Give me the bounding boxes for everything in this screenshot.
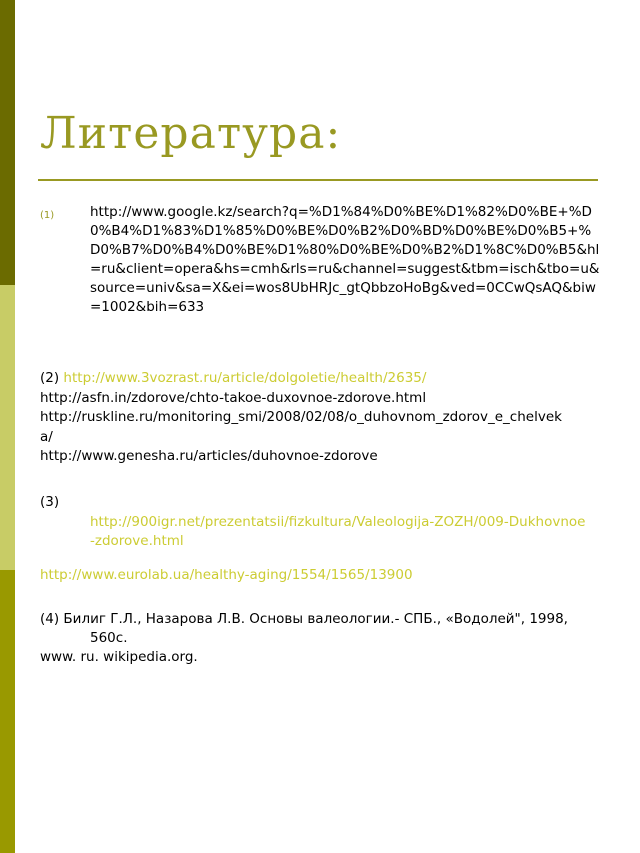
ref3-prefix: (3) xyxy=(40,494,60,510)
ref2-line-1[interactable]: http://asfn.in/zdorove/chto-takoe-duxovnoe-zdorove.html xyxy=(40,389,427,406)
ref1-marker: (1) xyxy=(40,210,55,221)
ref3-block-2 xyxy=(40,566,600,586)
sidebar-mid-band xyxy=(0,570,15,853)
ref4-line-2: www. ru. wikipedia.org. xyxy=(40,649,198,665)
ref2-prefix: (2) xyxy=(40,370,64,386)
ref2-link[interactable]: http://www.3vozrast.ru/article/dolgoletie/health/2635/ xyxy=(63,370,427,386)
ref2-line-2[interactable]: http://ruskline.ru/monitoring_smi/2008/02/08/o_duhovnom_zdorov_e_chelveka/ xyxy=(40,409,562,445)
ref4-text: (4) Билиг Г.Л., Назарова Л.В. Основы валеологии.- СПБ., «Водолей", 1998, 560с. xyxy=(40,611,568,646)
ref1-url[interactable]: http://www.google.kz/search?q=%D1%84%D0%BE%D1%82%D0%BE+%D0%B4%D1%83%D1%85%D0%BE%D0%B2%D0%BD%D0%BE%D0%B5+%D0%B7%D0%B4%D0%BE%D1%80%D0%BE%D0%B2%D1%8C%D0%B5&hl=ru&client=opera&hs=cmh&rls=ru&channel=suggest&tbm=isch&tbo=u&source=univ&sa=X&ei=wos8UbHRJc_gtQbbzoHoBg&ved=0CCwQsAQ&biw=1002&bih=633 xyxy=(90,204,600,315)
ref4-block xyxy=(40,610,600,667)
ref3-block xyxy=(40,493,600,552)
page-title: Литература: xyxy=(40,108,342,159)
sidebar-light-band xyxy=(0,285,15,570)
ref2-block xyxy=(40,369,600,467)
sidebar-decoration xyxy=(0,0,15,853)
ref3-link-2[interactable]: http://www.eurolab.ua/healthy-aging/1554/1565/13900 xyxy=(40,567,413,583)
title-divider xyxy=(38,179,598,181)
ref3-link-1[interactable]: http://900igr.net/prezentatsii/fizkultura/Valeologija-ZOZH/009-Dukhovnoe-zdorove.html xyxy=(90,513,586,549)
ref2-line-3[interactable]: http://www.genesha.ru/articles/duhovnoe-zdorove xyxy=(40,448,378,464)
sidebar-dark-band xyxy=(0,0,15,285)
